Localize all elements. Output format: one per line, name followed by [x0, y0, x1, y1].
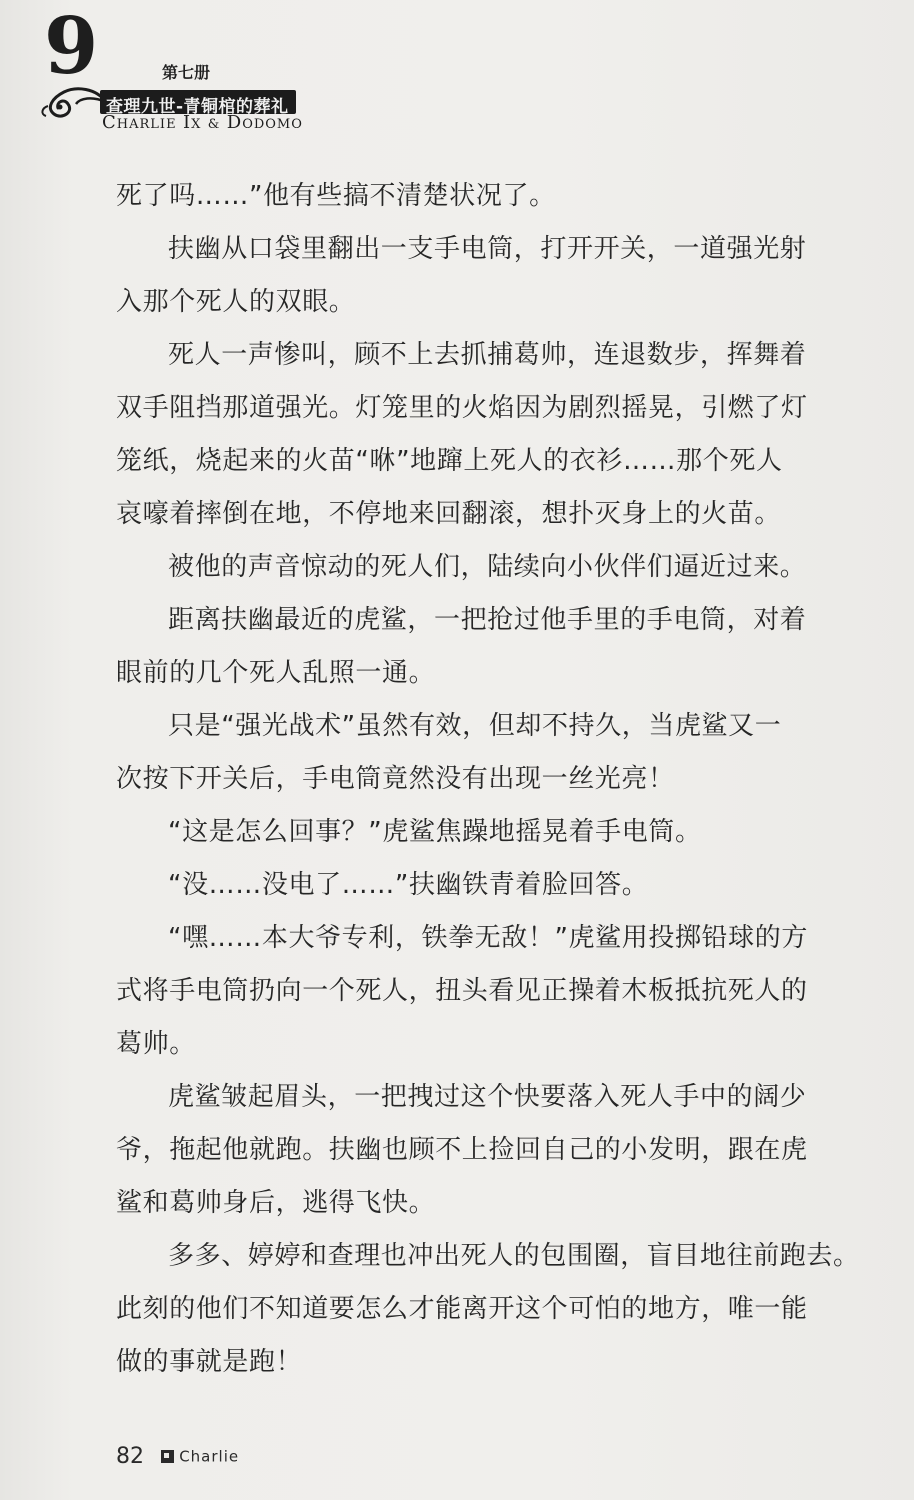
text-line: 双手阻挡那道强光。灯笼里的火焰因为剧烈摇晃，引燃了灯 — [116, 393, 808, 423]
text-line: 葛帅。 — [116, 1029, 196, 1059]
text-line: 眼前的几个死人乱照一通。 — [116, 658, 436, 688]
brand-mark-icon — [161, 1450, 174, 1463]
volume-label: 第七册 — [162, 63, 211, 82]
text-line: 多多、婷婷和查理也冲出死人的包围圈，盲目地往前跑去。 — [168, 1241, 860, 1271]
text-line: 鲨和葛帅身后，逃得飞快。 — [116, 1188, 436, 1218]
series-numeral: 9 — [44, 1, 99, 92]
text-line: 此刻的他们不知道要怎么才能离开这个可怕的地方，唯一能 — [116, 1294, 808, 1324]
series-brand: CHARLIE IX & DODOMO — [102, 112, 303, 133]
footer-brand: Charlie — [179, 1447, 240, 1466]
text-line: 次按下开关后，手电筒竟然没有出现一丝光亮！ — [116, 764, 675, 794]
page-footer — [116, 1444, 239, 1469]
text-line: 被他的声音惊动的死人们，陆续向小伙伴们逼近过来。 — [168, 552, 807, 582]
running-header — [30, 1, 350, 134]
page-number: 82 — [116, 1444, 144, 1469]
text-line: 死了吗……”他有些搞不清楚状况了。 — [116, 181, 556, 211]
text-line: “没……没电了……”扶幽铁青着脸回答。 — [168, 870, 649, 900]
text-line: 笼纸，烧起来的火苗“咻”地蹿上死人的衣衫……那个死人 — [116, 446, 783, 476]
text-line: 扶幽从口袋里翻出一支手电筒，打开开关，一道强光射 — [168, 234, 807, 264]
text-line: 式将手电筒扔向一个死人，扭头看见正操着木板抵抗死人的 — [116, 976, 808, 1006]
text-line: 哀嚎着摔倒在地，不停地来回翻滚，想扑灭身上的火苗。 — [116, 499, 782, 529]
text-line: “这是怎么回事？”虎鲨焦躁地摇晃着手电筒。 — [168, 817, 702, 847]
text-line: 入那个死人的双眼。 — [116, 287, 356, 317]
text-line: 虎鲨皱起眉头，一把拽过这个快要落入死人手中的阔少 — [168, 1082, 807, 1112]
text-line: 只是“强光战术”虽然有效，但却不持久，当虎鲨又一 — [168, 711, 782, 741]
text-line: 做的事就是跑！ — [116, 1347, 303, 1377]
text-line: 爷，拖起他就跑。扶幽也顾不上捡回自己的小发明，跟在虎 — [116, 1135, 808, 1165]
body-text — [116, 170, 866, 1389]
book-title: 查理九世-青铜棺的葬礼 — [106, 97, 289, 117]
text-line: 距离扶幽最近的虎鲨，一把抢过他手里的手电筒，对着 — [168, 605, 807, 635]
text-line: 死人一声惨叫，顾不上去抓捕葛帅，连退数步，挥舞着 — [168, 340, 807, 370]
text-line: “嘿……本大爷专利，铁拳无敌！”虎鲨用投掷铅球的方 — [168, 923, 808, 953]
